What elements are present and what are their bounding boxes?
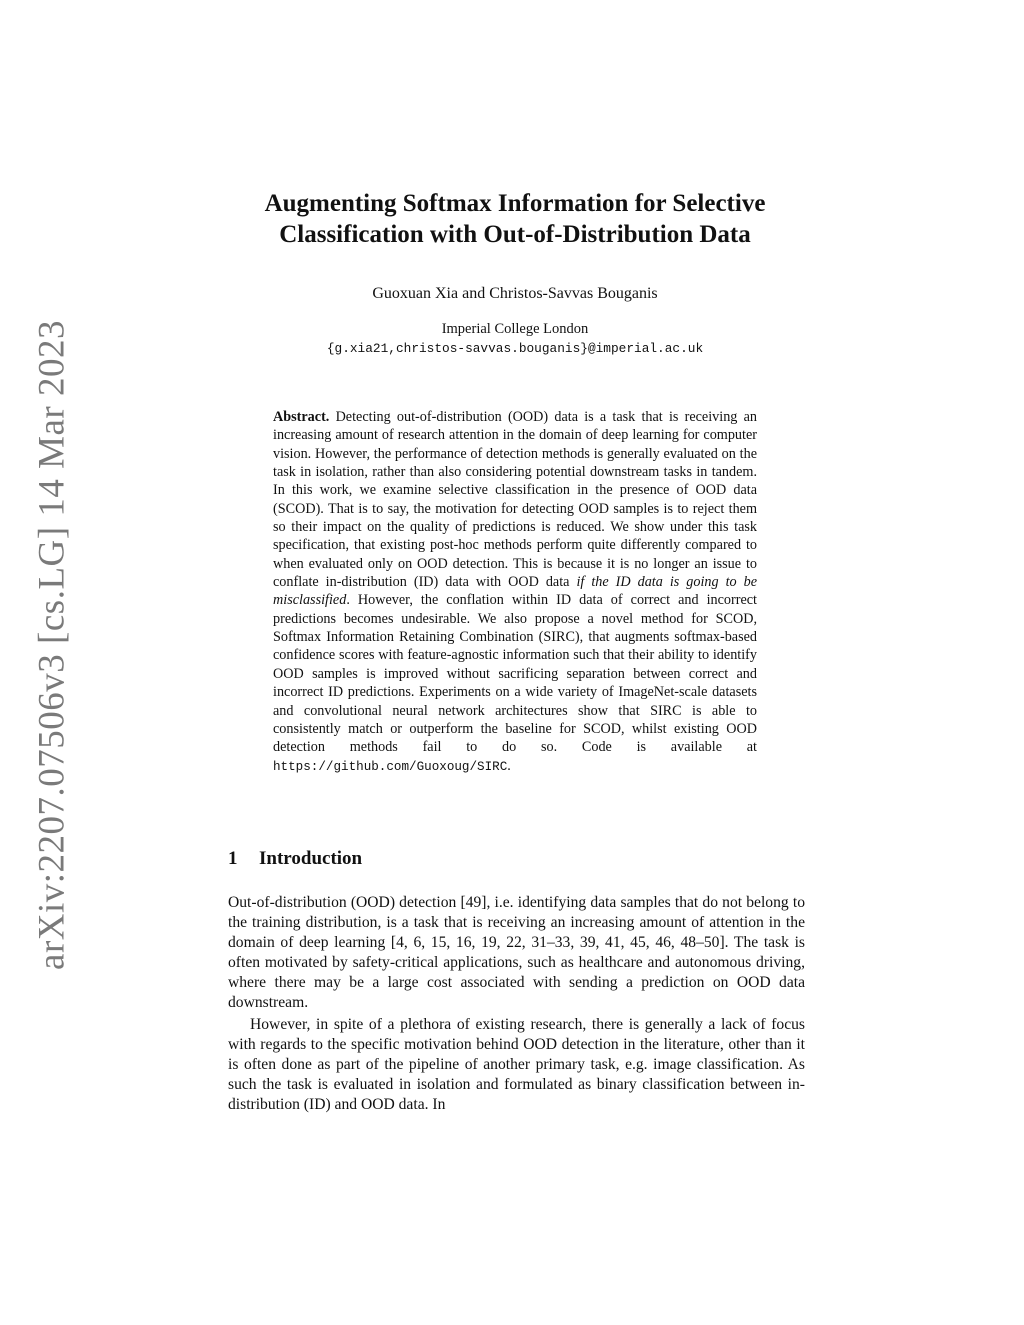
- author-emails: {g.xia21,christos-savvas.bouganis}@imperial.ac.uk: [326, 341, 704, 356]
- abstract-label: Abstract.: [273, 409, 330, 425]
- title-line-2: Classification with Out-of-Distribution Data: [279, 221, 751, 248]
- abstract: [273, 408, 757, 776]
- section-title: Introduction: [259, 848, 363, 869]
- title-line-1: Augmenting Softmax Information for Selective: [264, 190, 766, 217]
- author-list: Guoxuan Xia and Christos-Savvas Bouganis: [372, 285, 658, 302]
- affiliation-institution: Imperial College London: [441, 321, 589, 337]
- abstract-text-part-1: Detecting out-of-distribution (OOD) data is a task that is receiving an increasing amount of research attention in the domain of deep learning for computer vision. However, the performance of detection methods is generally evaluated on the task in isolation, rather than also considering potential downstream tasks in tandem. In this work, we examine selective classification in the presence of OOD data (SCOD). That is to say, the motivation for detecting OOD samples is to reject them so their impact on the quality of predictions is reduced. We show under this task specification, that existing post-hoc methods perform quite differently compared to when evaluated only on OOD detection. This is because it is no longer an issue to conflate in-distribution (ID) data with OOD data: [273, 409, 758, 591]
- introduction-paragraph-1: Out-of-distribution (OOD) detection [49], i.e. identifying data samples that do not belong to the training distribution, is a task that is receiving an increasing amount of attention in the domain of deep learning [4, 6, 15, 16, 19, 22, 31–33, 39, 41, 45, 46, 48–50]. The task is often motivated by safety-critical applications, such as healthcare and autonomous driving, where there may be a large cost associated with sending a prediction on OOD data downstream.: [228, 894, 805, 1011]
- abstract-italic-phrase: if the ID data is going to be misclassified: [273, 574, 757, 609]
- section-number: 1: [228, 848, 238, 869]
- section-heading-introduction: [228, 848, 362, 870]
- introduction-body: [228, 893, 805, 1115]
- arxiv-stamp: arXiv:2207.07506v3 [cs.LG] 14 Mar 2023: [31, 320, 73, 970]
- abstract-text-end: .: [507, 757, 511, 774]
- code-url-link[interactable]: https://github.com/Guoxoug/SIRC: [273, 759, 508, 774]
- introduction-paragraph-2: However, in spite of a plethora of existing research, there is generally a lack of focus with regards to the specific motivation behind OOD detection in the literature, other than it is often done as part of the pipeline of another primary task, e.g. image classification. As such the task is evaluated in isolation and formulated as binary classification between in-distribution (ID) and OOD data. In: [228, 1016, 805, 1113]
- paper-title: [230, 188, 800, 250]
- affiliation-block: [230, 320, 800, 358]
- abstract-text-part-2: . However, the conflation within ID data of correct and incorrect predictions becomes undesirable. We also propose a novel method for SCOD, Softmax Information Retaining Combination (SIRC), that augments softmax-based confidence scores with feature-agnostic information such that their ability to identify OOD samples is improved without sacrificing separation between correct and incorrect ID predictions. Experiments on a wide variety of ImageNet-scale datasets and convolutional neural network architectures show that SIRC is able to consistently match or outperform the baseline for SCOD, whilst existing OOD detection methods fail to do so. Code is available at: [273, 592, 757, 756]
